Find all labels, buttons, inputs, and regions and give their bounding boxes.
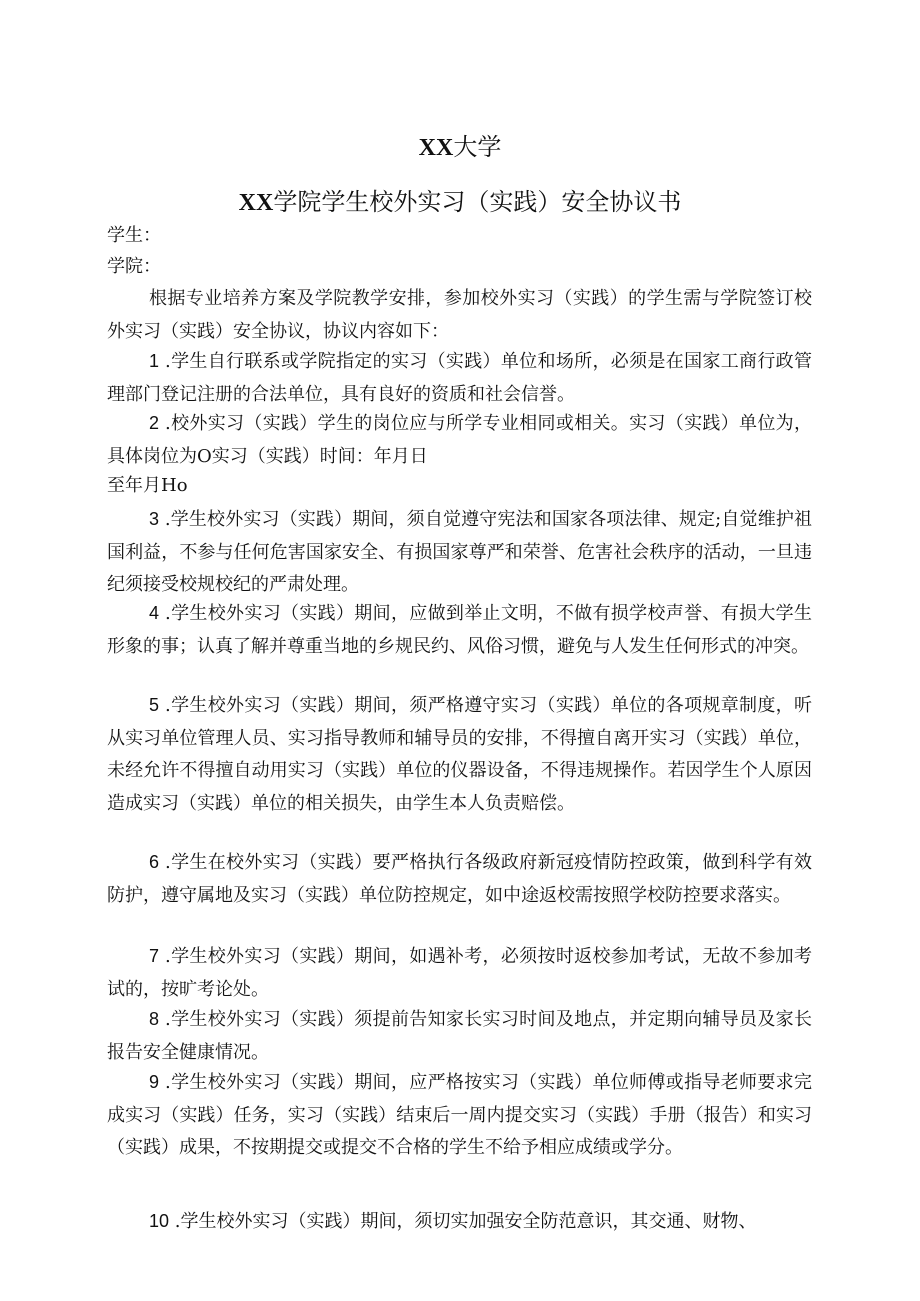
clause-number: 1 xyxy=(149,351,160,371)
clause-number: 7 xyxy=(149,946,160,966)
clause-9 xyxy=(107,1066,812,1165)
clause-8 xyxy=(107,1003,812,1069)
clause-text: .学生在校外实习（实践）要严格执行各级政府新冠疫情防控政策，做到科学有效防护，遵守属地及实习（实践）单位防控规定，如中途返校需按照学校防控要求落实。 xyxy=(107,852,812,906)
college-field-label: 学院： xyxy=(107,256,161,277)
clause-text: .学生自行联系或学院指定的实习（实践）单位和场所，必须是在国家工商行政管理部门登记注册的合法单位，具有良好的资质和社会信誉。 xyxy=(107,351,812,405)
clause-text: .学生校外实习（实践）须提前告知家长实习时间及地点，并定期向辅导员及家长报告安全健康情况。 xyxy=(107,1009,812,1063)
clause-3 xyxy=(107,503,812,602)
clause-7 xyxy=(107,940,812,1006)
university-suffix: 大学 xyxy=(453,133,502,161)
clause-2 xyxy=(107,407,812,473)
university-title xyxy=(0,127,920,162)
clause-text: .学生校外实习（实践）期间，须自觉遵守宪法和国家各项法律、规定;自觉维护祖国利益，不参与任何危害国家安全、有损国家尊严和荣誉、危害社会秩序的活动，一旦违纪须接受校规校纪的严肃处理。 xyxy=(107,509,812,595)
clause-number: 10 xyxy=(149,1211,170,1231)
clause-4 xyxy=(107,597,812,663)
clause-text: .学生校外实习（实践）期间，应做到举止文明，不做有损学校声誉、有损大学生形象的事；认真了解并尊重当地的乡规民约、风俗习惯，避免与人发生任何形式的冲突。 xyxy=(107,603,812,657)
clause-number: 4 xyxy=(149,603,160,623)
university-prefix: XX xyxy=(418,135,454,161)
clause-text: .学生校外实习（实践）期间，须严格遵守实习（实践）单位的各项规章制度，听从实习单位管理人员、实习指导教师和辅导员的安排，不得擅自离开实习（实践）单位，未经允许不得擅自动用实习（实践）单位的仪器设备，不得违规操作。若因学生个人原因造成实习（实践）单位的相关损失，由学生本人负责赔偿。 xyxy=(107,695,812,814)
clause-number: 9 xyxy=(149,1072,160,1092)
clause-number: 3 xyxy=(149,509,160,529)
clause-6 xyxy=(107,846,812,912)
clause-text: .学生校外实习（实践）期间，如遇补考，必须按时返校参加考试，无故不参加考试的，按旷考论处。 xyxy=(107,946,812,1000)
clause-5 xyxy=(107,689,812,820)
clause-number: 8 xyxy=(149,1009,160,1029)
clause-1 xyxy=(107,345,812,411)
clause-text: .学生校外实习（实践）期间，须切实加强安全防范意识，其交通、财物、 xyxy=(169,1211,757,1232)
clause-number: 2 xyxy=(149,413,160,433)
title-suffix: 学院学生校外实习（实践）安全协议书 xyxy=(273,188,682,216)
clause-text: 至年月Ho xyxy=(107,475,188,496)
document-title xyxy=(0,182,920,217)
clause-number: 6 xyxy=(149,852,160,872)
intro-paragraph: 根据专业培养方案及学院教学安排，参加校外实习（实践）的学生需与学院签订校外实习（实践）安全协议，协议内容如下： xyxy=(107,288,812,342)
clause-2-continuation xyxy=(107,470,812,501)
student-field-label: 学生： xyxy=(107,225,161,246)
clause-number: 5 xyxy=(149,695,160,715)
title-prefix: XX xyxy=(238,190,274,216)
clause-text: .校外实习（实践）学生的岗位应与所学专业相同或相关。实习（实践）单位为，具体岗位为O实习（实践）时间：年月日 xyxy=(107,413,812,467)
clause-10 xyxy=(107,1205,812,1239)
clause-text: .学生校外实习（实践）期间，应严格按实习（实践）单位师傅或指导老师要求完成实习（实践）任务，实习（实践）结束后一周内提交实习（实践）手册（报告）和实习（实践）成果，不按期提交或提交不合格的学生不给予相应成绩或学分。 xyxy=(107,1072,812,1158)
